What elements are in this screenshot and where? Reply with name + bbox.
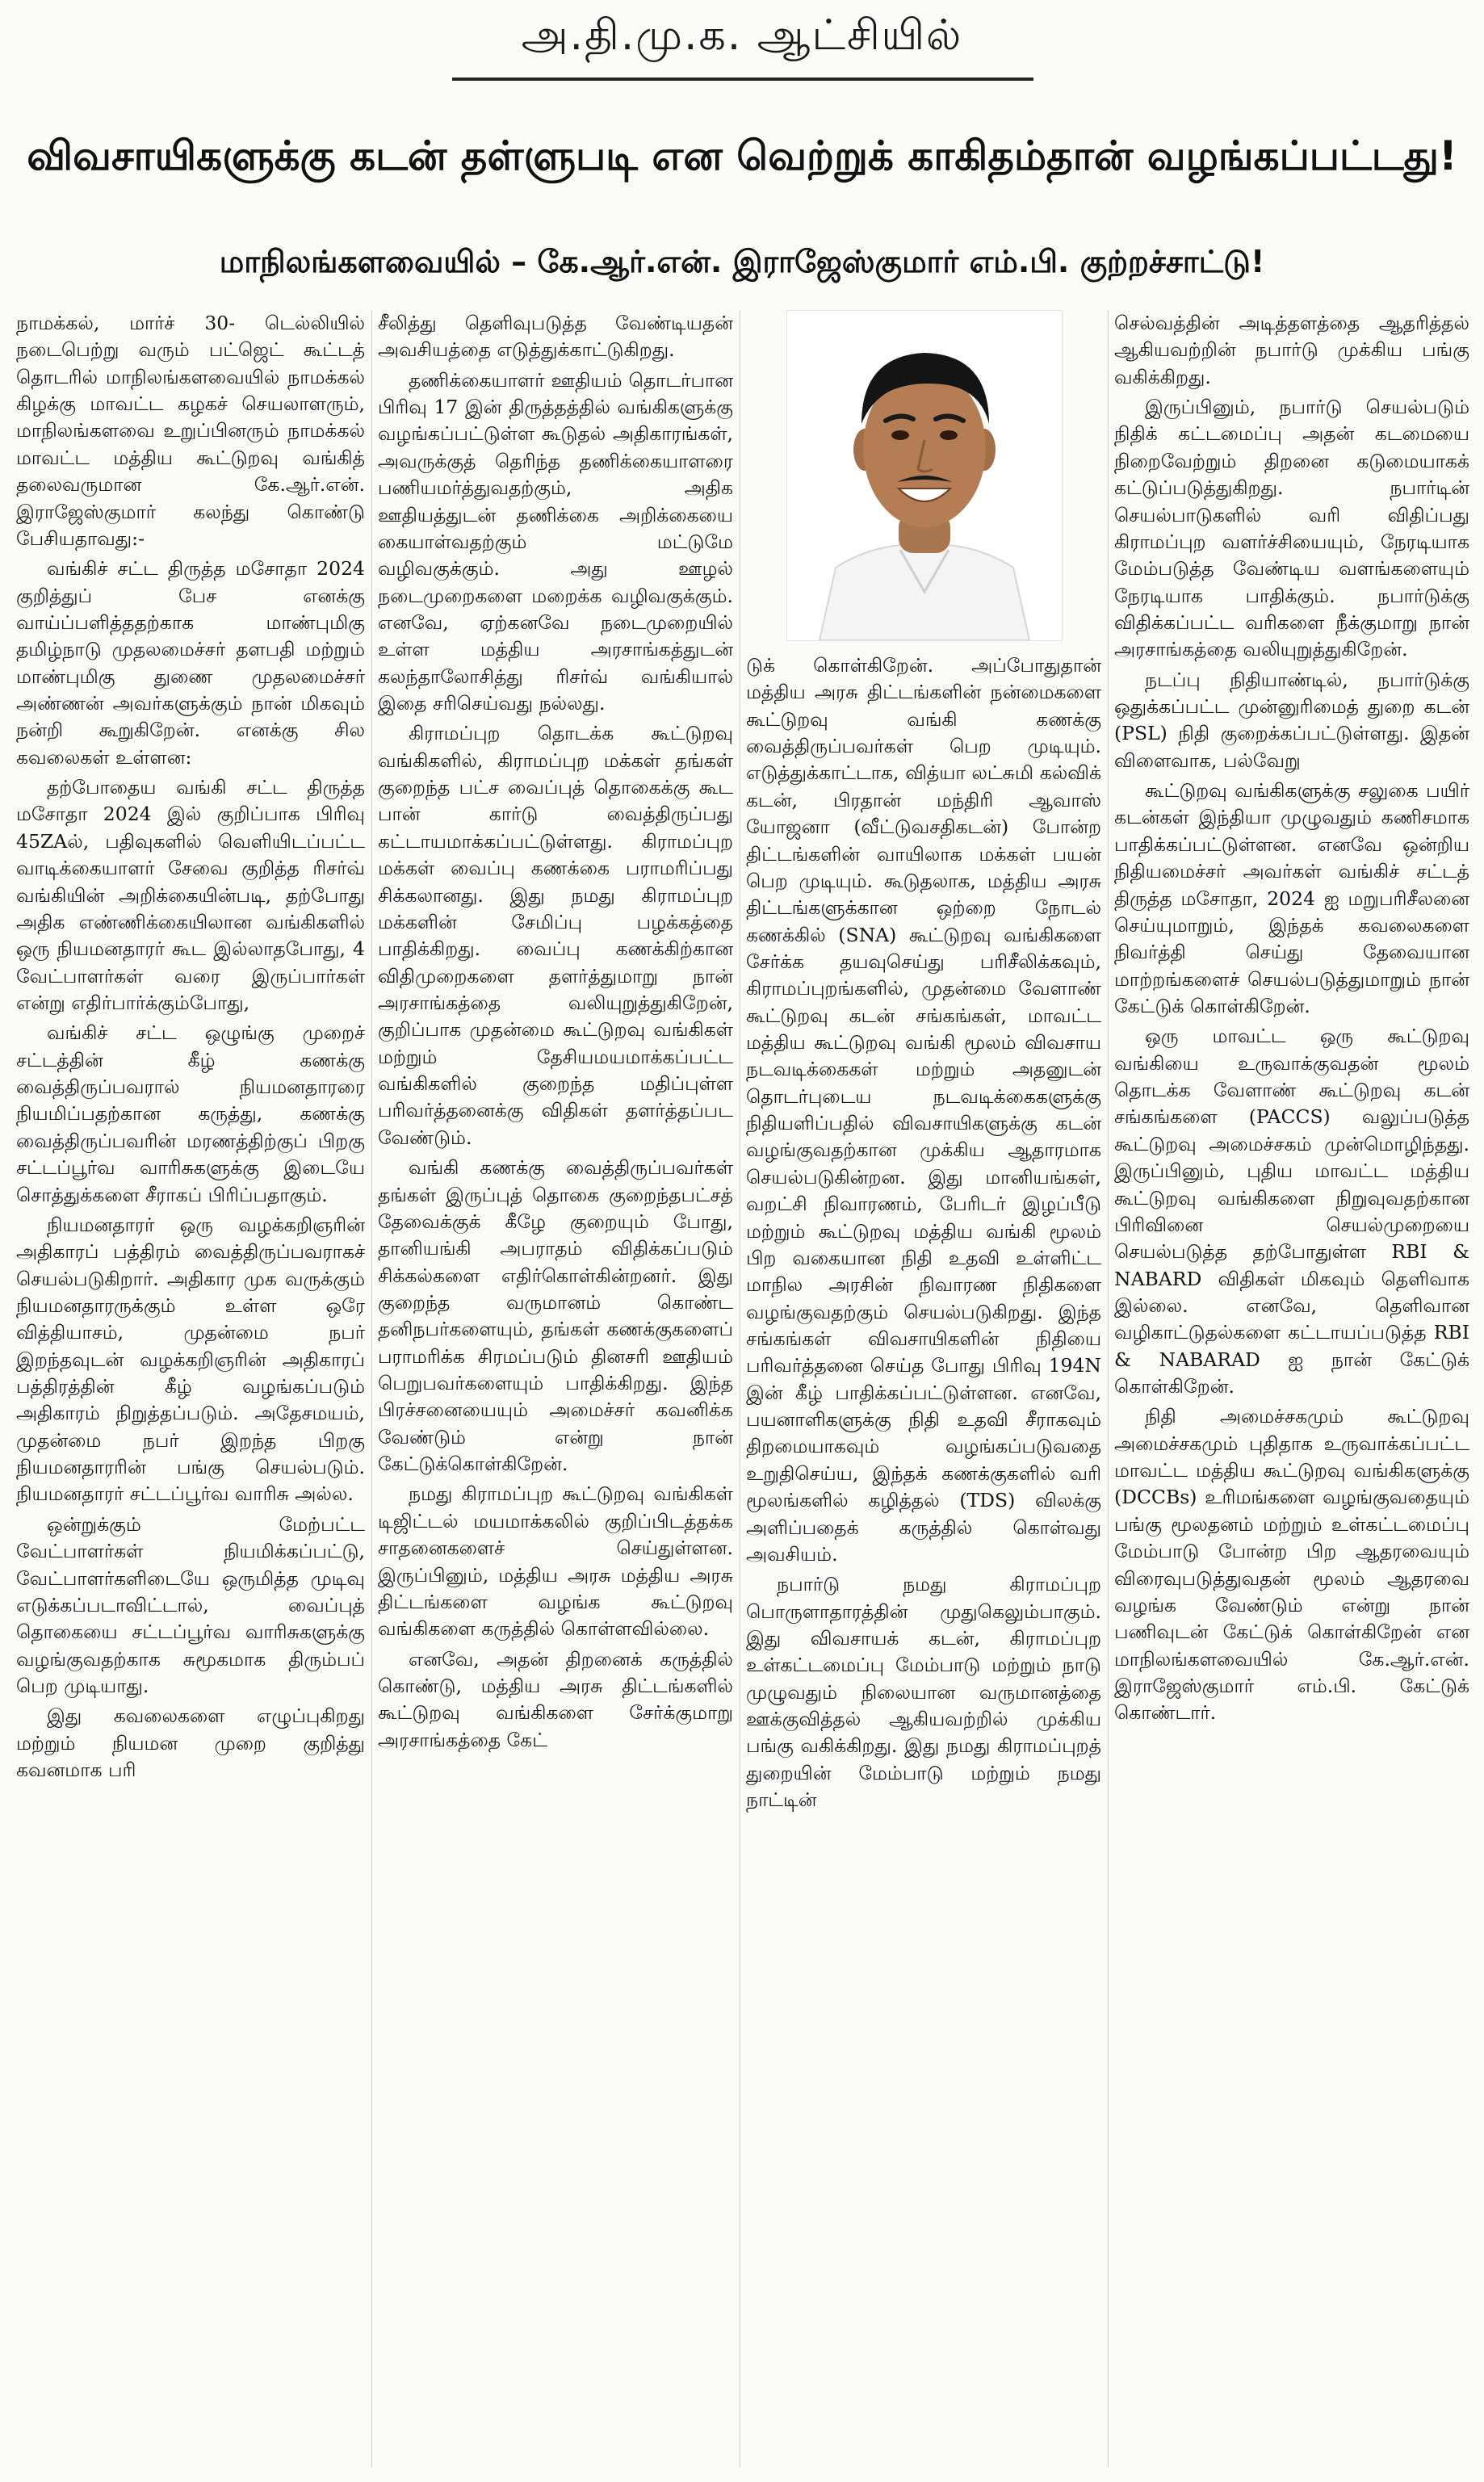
paragraph: கிராமப்புற தொடக்க கூட்டுறவு வங்கிகளில், கிராமப்புற மக்கள் தங்கள் குறைந்த பட்ச வைப்புத் தொகைக்கு கூட பான் கார்டு வைத்திருப்பது கட்டாயமாக்கப்பட்டுள்ளது. கிராமப்புற மக்கள் வைப்பு கணக்கை பராமரிப்பது சிக்கலானது. இது நமது கிராமப்புற மக்களின் சேமிப்பு பழக்கத்தை பாதிக்கிறது. வைப்பு கணக்கிற்கான விதிமுறைகளை தளர்த்துமாறு நான் அரசாங்கத்தை வலியுறுத்துகிறேன், குறிப்பாக முதன்மை கூட்டுறவு வங்கிகள் மற்றும் தேசியமயமாக்கப்பட்ட வங்கிகளில் குறைந்த மதிப்புள்ள பரிவர்த்தனைக்கு விதிகள் தளர்த்தப்பட வேண்டும்.: [378, 722, 733, 1149]
paragraph: நடப்பு நிதியாண்டில், நபார்டுக்கு ஒதுக்கப்பட்ட முன்னுரிமைத் துறை கடன் (PSL) நிதி குறைக்கப்பட்டுள்ளது. இதன் விளைவாக, பல்வேறு: [1114, 668, 1469, 772]
paragraph: ஒரு மாவட்ட ஒரு கூட்டுறவு வங்கியை உருவாக்குவதன் மூலம் தொடக்க வேளாண் கூட்டுறவு கடன் சங்கங்களை (PACCS) வலுப்படுத்த கூட்டுறவு அமைச்சகம் முன்மொழிந்தது. இருப்பினும், புதிய மாவட்ட மத்திய கூட்டுறவு வங்கிகளை நிறுவுவதற்கான பிரிவினை செயல்முறையை செயல்படுத்த தற்போதுள்ள RBI & NABARD விதிகள் மிகவும் தெளிவாக இல்லை. எனவே, தெளிவான வழிகாட்டுதல்களை கட்டாயப்படுத்த RBI & NABARAD ஐ நான் கேட்டுக் கொள்கிறேன்.: [1114, 1025, 1469, 1398]
paragraph: நியமனதாரர் ஒரு வழக்கறிஞரின் அதிகாரப் பத்திரம் வைத்திருப்பவராகச் செயல்படுகிறார். அதிகார முக வருக்கும் நியமனதாரருக்கும் உள்ள ஒரே வித்தியாசம், முதன்மை நபர் இறந்தவுடன் வழக்கறிஞரின் அதிகாரப் பத்திரத்தின் கீழ் வழங்கப்படும் அதிகாரம் நிறுத்தப்படும். அதேசமயம், முதன்மை நபர் இறந்த பிறகு நியமனதாரரின் பங்கு செயல்படும். நியமனதாரர் சட்டப்பூர்வ வாரிசு அல்ல.: [16, 1213, 365, 1506]
paragraph: ஒன்றுக்கும் மேற்பட்ட வேட்பாளர்கள் நியமிக்கப்பட்டு, வேட்பாளர்களிடையே ஒருமித்த முடிவு எடுக்கப்படாவிட்டால், வைப்புத் தொகையை சட்டப்பூர்வ வாரிசுகளுக்கு வழங்குவதற்காக சுமூகமாக திரும்பப் பெற முடியாது.: [16, 1512, 365, 1697]
article-column-2: [378, 310, 733, 2467]
headline: விவசாயிகளுக்கு கடன் தள்ளுபடி என வெற்றுக் காகிதம்தான் வழங்கப்பட்டது!: [27, 132, 1457, 180]
paragraph: வங்கிச் சட்ட திருத்த மசோதா 2024 குறித்துப் பேச எனக்கு வாய்ப்பளித்ததற்காக மாண்புமிகு தமிழ்நாடு முதலமைச்சர் தளபதி மற்றும் மாண்புமிகு துணை முதலமைச்சர் அண்ணன் அவர்களுக்கும் நான் மிகவும் நன்றி கூறுகிறேன். எனக்கு சில கவலைகள் உள்ளன:: [16, 557, 365, 769]
paragraph: எனவே, அதன் திறனைக் கருத்தில் கொண்டு, மத்திய அரசு திட்டங்களில் கூட்டுறவு வங்கிகளை சேர்க்குமாறு அரசாங்கத்தை கேட்: [378, 1647, 733, 1751]
subheadline: மாநிலங்களவையில் – கே.ஆர்.என். இராஜேஸ்குமார் எம்.பி. குற்றச்சாட்டு!: [219, 244, 1265, 279]
column-divider: [1108, 310, 1109, 2467]
paragraph: இருப்பினும், நபார்டு செயல்படும் நிதிக் கட்டமைப்பு அதன் கடமையை நிறைவேற்றும் திறனை கடுமையாகக் கட்டுப்படுத்துகிறது. நபார்டின் செயல்பாடுகளில் வரி விதிப்பது கிராமப்புற வளர்ச்சியையும், நேரடியாக மேம்படுத்த வேண்டிய வளங்களையும் நேரடியாக பாதிக்கும். நபார்டுக்கு விதிக்கப்பட்ட வரிகளை நீக்குமாறு நான் அரசாங்கத்தை வலியுறுத்துகிறேன்.: [1114, 396, 1469, 661]
paragraph: நபார்டு நமது கிராமப்புற பொருளாதாரத்தின் முதுகெலும்பாகும். இது விவசாயக் கடன், கிராமப்புற உள்கட்டமைப்பு மேம்பாடு மற்றும் நாடு முழுவதும் நிலையான வருமானத்தை ஊக்குவித்தல் ஆகியவற்றில் முக்கிய பங்கு வகிக்கிறது. இது நமது கிராமப்புறத் துறையின் மேம்பாடு மற்றும் நமது நாட்டின்: [746, 1573, 1101, 1812]
paragraph: டுக் கொள்கிறேன். அப்போதுதான் மத்திய அரசு திட்டங்களின் நன்மைகளை கூட்டுறவு வங்கி கணக்கு வைத்திருப்பவர்கள் பெற முடியும். எடுத்துக்காட்டாக, வித்யா லட்சுமி கல்விக் கடன், பிரதான் மந்திரி ஆவாஸ் யோஜனா (வீட்டுவசதிகடன்) போன்ற திட்டங்களின் வாயிலாக மக்கள் பயன் பெற முடியும். கூடுதலாக, மத்திய அரசு திட்டங்களுக்கான ஒற்றை நோடல் கணக்கில் (SNA) கூட்டுறவு வங்கிகளை சேர்க்க தயவுசெய்து பரிசீலிக்கவும், கிராமப்புறங்களில், முதன்மை வேளாண் கூட்டுறவு கடன் சங்கங்கள், மாவட்ட மத்திய கூட்டுறவு வங்கி மூலம் விவசாய நடவடிக்கைகள் மற்றும் அதனுடன் தொடர்புடைய நடவடிக்கைகளுக்கு நிதியளிப்பதில் விவசாயிகளுக்கு கடன் வழங்குவதற்கான முக்கிய ஆதாரமாக செயல்படுகின்றன. இது மானியங்கள், வறட்சி நிவாரணம், பேரிடர் இழப்பீடு மற்றும் கூட்டுறவு மத்திய வங்கி மூலம் பிற வகையான நிதி உதவி உள்ளிட்ட மாநில அரசின் நிவாரண நிதிகளை வழங்குவதற்கும் செயல்படுகிறது. இந்த சங்கங்கள் விவசாயிகளின் நிதியை பரிவர்த்தனை செய்த போது பிரிவு 194N இன் கீழ் பாதிக்கப்பட்டுள்ளன. எனவே, பயனாளிகளுக்கு நிதி உதவி சீராகவும் திறமையாகவும் வழங்கப்படுவதை உறுதிசெய்ய, இந்தக் கணக்குகளில் வரி மூலங்களில் கழித்தல் (TDS) விலக்கு அளிப்பதைக் கருத்தில் கொள்வது அவசியம்.: [746, 654, 1101, 1566]
paragraph: சீலித்து தெளிவுபடுத்த வேண்டியதன் அவசியத்தை எடுத்துக்காட்டுகிறது.: [378, 312, 733, 362]
article-column-3: [746, 652, 1101, 2467]
paragraph: தணிக்கையாளர் ஊதியம் தொடர்பான பிரிவு 17 இன் திருத்தத்தில் வங்கிகளுக்கு வழங்கப்பட்டுள்ள கூடுதல் அதிகாரங்கள், அவருக்குத் தெரிந்த தணிக்கையாளரை பணியமர்த்துவதற்கும், அதிக ஊதியத்துடன் தணிக்கை அறிக்கையை கையாள்வதற்கும் மட்டுமே வழிவகுக்கும். அது ஊழல் நடைமுறைகளை மறைக்க வழிவகுக்கும். எனவே, ஏற்கனவே நடைமுறையில் உள்ள மத்திய அரசாங்கத்துடன் கலந்தாலோசித்து ரிசர்வ் வங்கியால் இதை சரிசெய்வது நல்லது.: [378, 368, 733, 715]
portrait-illustration: [787, 311, 1062, 640]
column-divider: [371, 310, 372, 2467]
paragraph: நமது கிராமப்புற கூட்டுறவு வங்கிகள் டிஜிட்டல் மயமாக்கலில் குறிப்பிடத்தக்க சாதனைகளைச் செய்துள்ளன. இருப்பினும், மத்திய அரசு மத்திய அரசு திட்டங்களை வழங்க கூட்டுறவு வங்கிகளை கருத்தில் கொள்ளவில்லை.: [378, 1482, 733, 1641]
kicker-underline: [452, 78, 1033, 81]
paragraph: தற்போதைய வங்கி சட்ட திருத்த மசோதா 2024 இல் குறிப்பாக பிரிவு 45ZAல், பதிவுகளில் வெளியிடப்பட்ட வாடிக்கையாளர் சேவை குறித்த ரிசர்வ் வங்கியின் அறிக்கையின்படி, தற்போது அதிக எண்ணிக்கையிலான வங்கிகளில் ஒரு நியமனதாரர் கூட இல்லாதபோது, 4 வேட்பாளர்கள் வரை இருப்பார்கள் என்று எதிர்பார்க்கும்போது,: [16, 776, 365, 1014]
paragraph: வங்கி கணக்கு வைத்திருப்பவர்கள் தங்கள் இருப்புத் தொகை குறைந்தபட்சத் தேவைக்குக் கீழே குறையும் போது, தானியங்கி அபராதம் விதிக்கப்படும் சிக்கல்களை எதிர்கொள்கின்றனர். இது குறைந்த வருமானம் கொண்ட தனிநபர்களையும், தங்கள் கணக்குகளைப் பராமரிக்க சிரமப்படும் தினசரி ஊதியம் பெறுபவர்களையும் பாதிக்கிறது. இந்த பிரச்சனையையும் அமைச்சர் கவனிக்க வேண்டும் என்று நான் கேட்டுக்கொள்கிறேன்.: [378, 1156, 733, 1476]
kicker-title: அ.தி.மு.க. ஆட்சியில்: [521, 11, 963, 60]
portrait-photo: [786, 310, 1063, 641]
article-column-1: [16, 310, 365, 2467]
paragraph: கூட்டுறவு வங்கிகளுக்கு சலுகை பயிர் கடன்கள் இந்தியா முழுவதும் கணிசமாக பாதிக்கப்பட்டுள்ளன. எனவே ஒன்றிய நிதியமைச்சர் அவர்கள் வங்கிச் சட்டத் திருத்த மசோதா, 2024 ஐ மறுபரிசீலனை செய்யுமாறும், இந்தக் கவலைகளை நிவர்த்தி செய்து தேவையான மாற்றங்களைச் செயல்படுத்துமாறும் நான் கேட்டுக் கொள்கிறேன்.: [1114, 779, 1469, 1017]
paragraph: செல்வத்தின் அடித்தளத்தை ஆதரித்தல் ஆகியவற்றின் நபார்டு முக்கிய பங்கு வகிக்கிறது.: [1114, 312, 1469, 388]
paragraph: நிதி அமைச்சகமும் கூட்டுறவு அமைச்சகமும் புதிதாக உருவாக்கப்பட்ட மாவட்ட மத்திய கூட்டுறவு வங்கிகளுக்கு (DCCBs) உரிமங்களை வழங்குவதையும் பங்கு மூலதனம் மற்றும் உள்கட்டமைப்பு மேம்பாடு போன்ற பிற ஆதரவையும் விரைவுபடுத்துவதன் மூலம் ஆதரவை வழங்க வேண்டும் என்று நான் பணிவுடன் கேட்டுக் கொள்கிறேன் என மாநிலங்களவையில் கே.ஆர்.என். இராஜேஸ்குமார் எம்.பி. கேட்டுக் கொண்டார்.: [1114, 1405, 1469, 1725]
paragraph: வங்கிச் சட்ட ஒழுங்கு முறைச் சட்டத்தின் கீழ் கணக்கு வைத்திருப்பவரால் நியமனதாரரை நியமிப்பதற்கான கருத்து, கணக்கு வைத்திருப்பவரின் மரணத்திற்குப் பிறகு சட்டப்பூர்வ வாரிசுகளுக்கு இடையே சொத்துக்களை சீராகப் பிரிப்பதாகும்.: [16, 1021, 365, 1206]
paragraph: இது கவலைகளை எழுப்புகிறது மற்றும் நியமன முறை குறித்து கவனமாக பரி: [16, 1704, 365, 1782]
paragraph: நாமக்கல், மார்ச் 30- டெல்லியில் நடைபெற்று வரும் பட்ஜெட் கூட்டத் தொடரில் மாநிலங்களவையில் நாமக்கல் கிழக்கு மாவட்ட கழகச் செயலாளரும், மாநிலங்களவை உறுப்பினரும் நாமக்கல் மாவட்ட மத்திய கூட்டுறவு வங்கித் தலைவருமான கே.ஆர்.என். இராஜேஸ்குமார் கலந்து கொண்டு பேசியதாவது:-: [16, 312, 365, 550]
article-column-4: [1114, 310, 1469, 2467]
